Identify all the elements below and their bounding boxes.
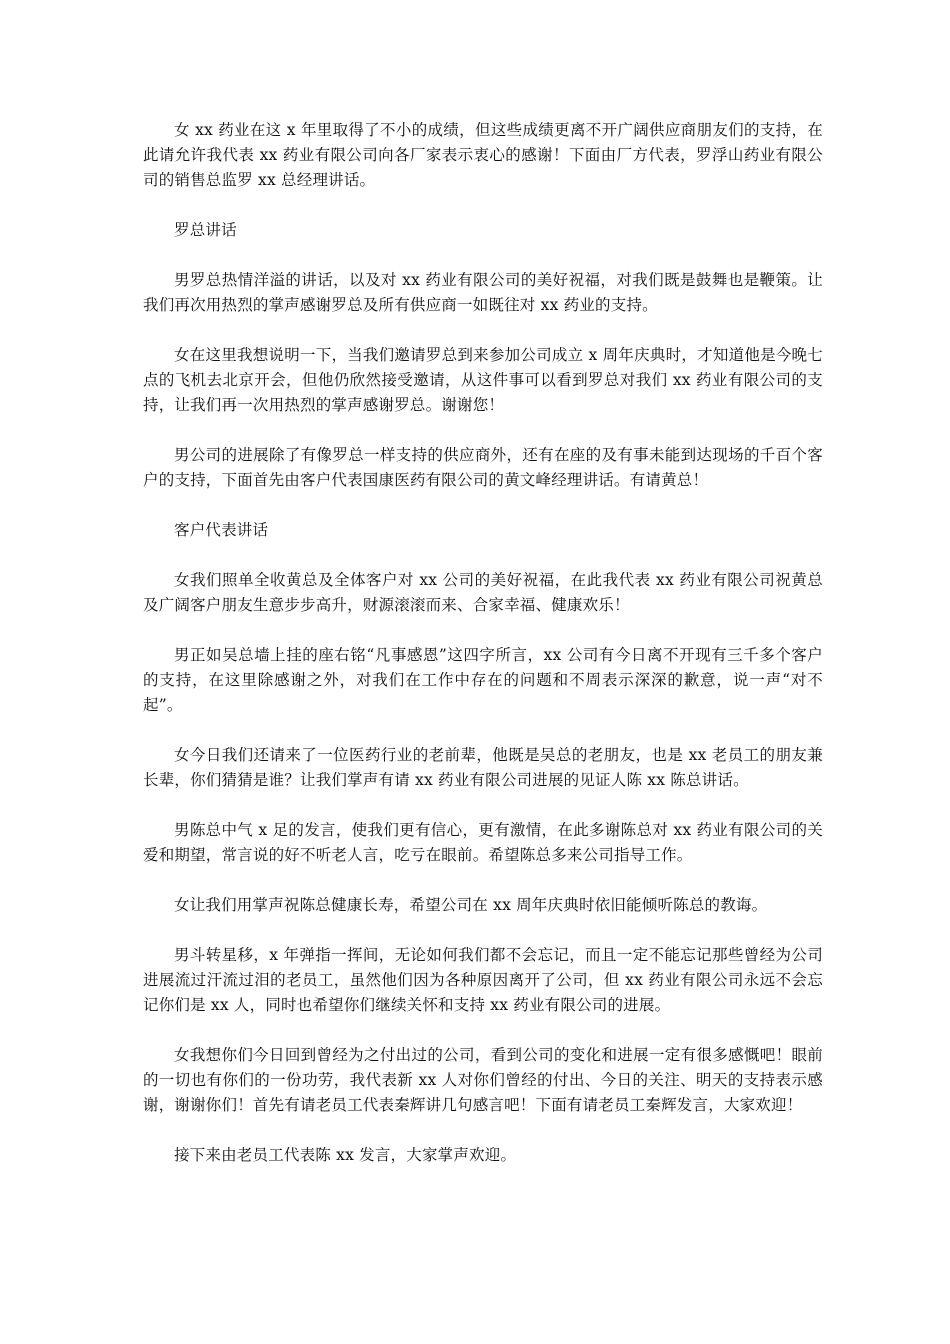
paragraph-13: 女我想你们今日回到曾经为之付出过的公司，看到公司的变化和进展一定有很多感慨吧！眼前的一切也有你们的一份功劳，我代表新 xx 人对你们曾经的付出、今日的关注、明天的支持表示感谢，谢谢你们！首先有请老员工代表秦辉讲几句感言吧！下面有请老员工秦辉发言，大家欢迎！ bbox=[143, 1046, 823, 1114]
paragraph-5: 男公司的进展除了有像罗总一样支持的供应商外，还有在座的及有事未能到达现场的千百个客户的支持，下面首先由客户代表国康医药有限公司的黄文峰经理讲话。有请黄总！ bbox=[143, 446, 823, 489]
document-page bbox=[143, 118, 823, 1193]
paragraph-12: 男斗转星移，x 年弹指一挥间，无论如何我们都不会忘记，而且一定不能忘记那些曾经为公司进展流过汗流过泪的老员工，虽然他们因为各种原因离开了公司，但 xx 药业有限公司永远不会忘记你们是 xx 人，同时也希望你们继续关怀和支持 xx 药业有限公司的进展。 bbox=[143, 946, 823, 1014]
paragraph-11: 女让我们用掌声祝陈总健康长寿，希望公司在 xx 周年庆典时依旧能倾听陈总的教诲。 bbox=[174, 896, 768, 914]
paragraph-1: 女 xx 药业在这 x 年里取得了不小的成绩，但这些成绩更离不开广阔供应商朋友们的支持，在此请允许我代表 xx 药业有限公司向各厂家表示衷心的感谢！下面由厂方代表，罗浮山药业有限公司的销售总监罗 xx 总经理讲话。 bbox=[143, 121, 823, 189]
paragraph-9: 女今日我们还请来了一位医药行业的老前辈，他既是吴总的老朋友，也是 xx 老员工的朋友兼长辈，你们猜猜是谁？让我们掌声有请 xx 药业有限公司进展的见证人陈 xx 陈总讲话。 bbox=[143, 746, 823, 789]
section-heading-customer: 客户代表讲话 bbox=[174, 521, 269, 539]
paragraph-10: 男陈总中气 x 足的发言，使我们更有信心，更有激情，在此多谢陈总对 xx 药业有限公司的关爱和期望，常言说的好不听老人言，吃亏在眼前。希望陈总多来公司指导工作。 bbox=[143, 821, 823, 864]
paragraph-7: 女我们照单全收黄总及全体客户对 xx 公司的美好祝福，在此我代表 xx 药业有限公司祝黄总及广阔客户朋友生意步步高升，财源滚滚而来、合家幸福、健康欢乐！ bbox=[143, 571, 823, 614]
paragraph-4: 女在这里我想说明一下，当我们邀请罗总到来参加公司成立 x 周年庆典时，才知道他是今晚七点的飞机去北京开会，但他仍欣然接受邀请，从这件事可以看到罗总对我们 xx 药业有限公司的支持，让我们再一次用热烈的掌声感谢罗总。谢谢您！ bbox=[143, 346, 823, 414]
section-heading-luo: 罗总讲话 bbox=[174, 221, 237, 239]
paragraph-3: 男罗总热情洋溢的讲话，以及对 xx 药业有限公司的美好祝福，对我们既是鼓舞也是鞭策。让我们再次用热烈的掌声感谢罗总及所有供应商一如既往对 xx 药业的支持。 bbox=[143, 271, 823, 314]
paragraph-8: 男正如吴总墙上挂的座右铭“凡事感恩”这四字所言，xx 公司有今日离不开现有三千多个客户的支持，在这里除感谢之外，对我们在工作中存在的问题和不周表示深深的歉意，说一声“对不起”。 bbox=[143, 646, 823, 714]
paragraph-14: 接下来由老员工代表陈 xx 发言，大家掌声欢迎。 bbox=[174, 1146, 517, 1164]
